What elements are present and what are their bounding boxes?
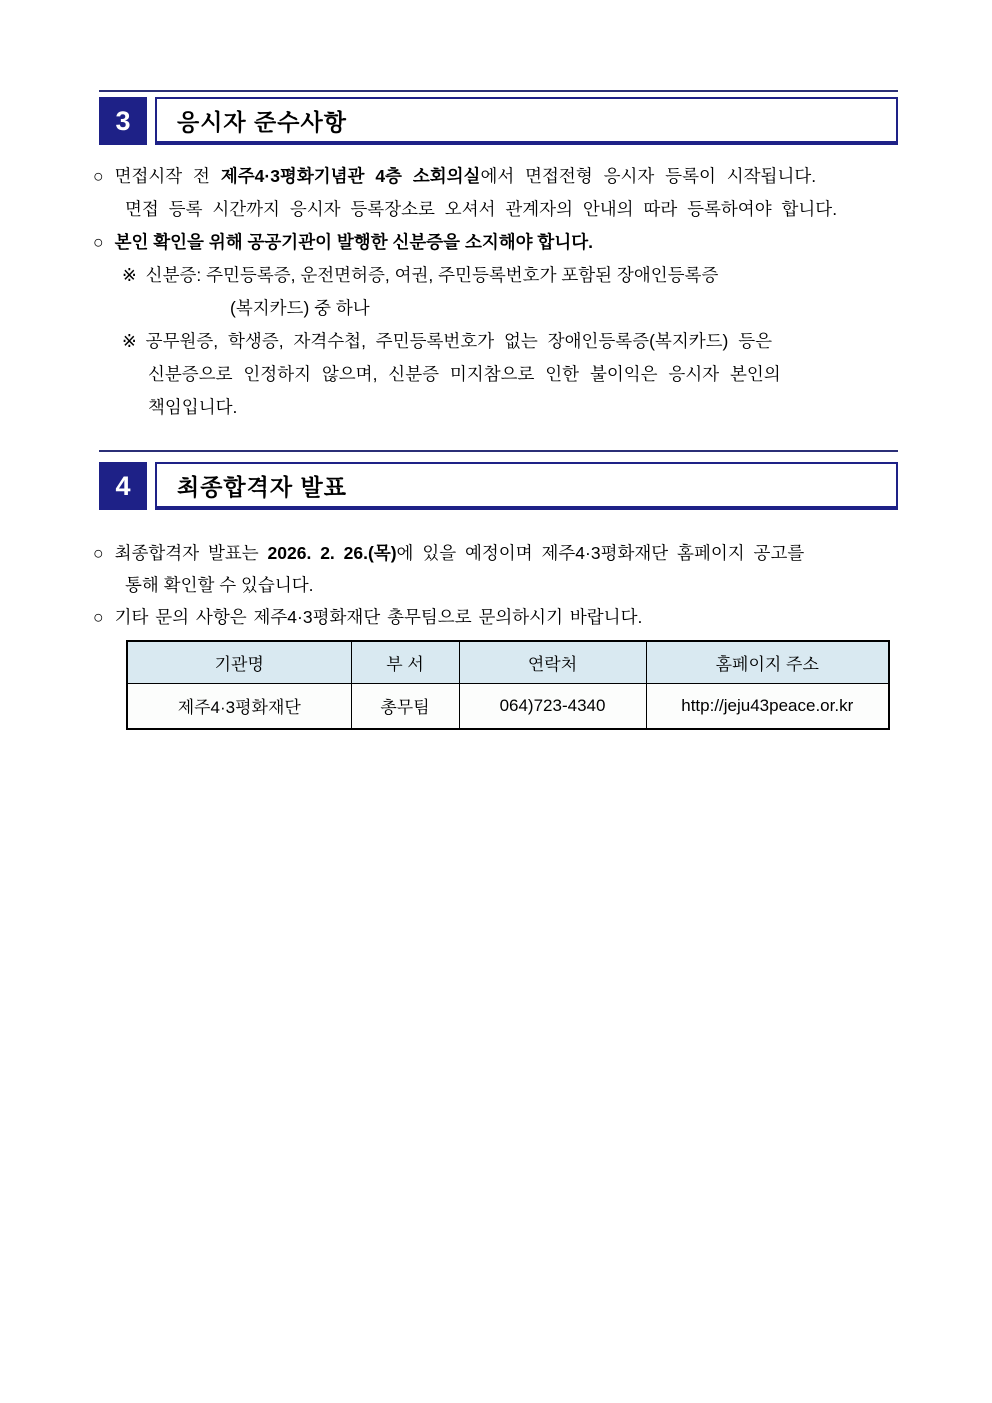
section-4-header xyxy=(99,450,898,510)
text-segment-bold: 본인 확인을 위해 공공기관이 발행한 신분증을 소지해야 합니다. xyxy=(114,232,594,252)
text-segment-bold: 제주4·3평화기념관 4층 소회의실 xyxy=(220,166,481,186)
circle-bullet-marker: ○ xyxy=(93,166,104,186)
reference-marker: ※ xyxy=(122,265,137,285)
text-segment: 신분증: 주민등록증, 운전면허증, 여권, 주민등록번호가 포함된 장애인등록증 xyxy=(145,265,719,285)
section-4-body xyxy=(93,537,905,633)
section-3-top-rule xyxy=(99,90,898,92)
bullet-continuation-line xyxy=(125,569,905,601)
bullet-line xyxy=(93,226,905,259)
section-4-title-box xyxy=(155,462,898,510)
text-segment: 에서 면접전형 응시자 등록이 시작됩니다. xyxy=(480,166,817,186)
table-cell-organization: 제주4·3평화재단 xyxy=(127,683,351,729)
text-segment-bold: 2026. 2. 26.(목) xyxy=(267,543,397,563)
circle-bullet-marker: ○ xyxy=(93,232,104,252)
table-row xyxy=(127,683,889,729)
reference-note-line xyxy=(122,325,905,358)
section-4-title: 최종합격자 발표 xyxy=(177,473,347,500)
table-cell-department: 총무팀 xyxy=(351,683,459,729)
section-4-top-rule xyxy=(99,450,898,452)
bullet-line xyxy=(93,601,905,633)
text-segment: 책임입니다. xyxy=(148,397,238,417)
section-3-header xyxy=(99,90,898,145)
section-3-body xyxy=(93,160,905,424)
section-3-number-badge: 3 xyxy=(99,97,147,145)
table-header-homepage: 홈페이지 주소 xyxy=(646,641,889,683)
table-header-department: 부 서 xyxy=(351,641,459,683)
bullet-line xyxy=(93,537,905,569)
section-4-number-badge: 4 xyxy=(99,462,147,510)
table-cell-homepage: http://jeju43peace.or.kr xyxy=(646,683,889,729)
section-3-title-box xyxy=(155,97,898,145)
text-segment: 신분증으로 인정하지 않으며, 신분증 미지참으로 인한 불이익은 응시자 본인의 xyxy=(148,364,781,384)
bullet-continuation-line xyxy=(125,193,905,226)
reference-marker: ※ xyxy=(122,331,137,351)
reference-note-continuation xyxy=(148,391,905,424)
reference-note-continuation xyxy=(230,292,905,325)
reference-note-continuation xyxy=(148,358,905,391)
section-3-title: 응시자 준수사항 xyxy=(177,108,347,135)
circle-bullet-marker: ○ xyxy=(93,607,104,627)
text-segment: 최종합격자 발표는 xyxy=(114,543,268,563)
table-header-contact: 연락처 xyxy=(459,641,646,683)
table-header-row xyxy=(127,641,889,683)
contact-info-table xyxy=(126,640,890,730)
bullet-line xyxy=(93,160,905,193)
circle-bullet-marker: ○ xyxy=(93,543,104,563)
text-segment: 통해 확인할 수 있습니다. xyxy=(125,575,314,595)
text-segment: (복지카드) 중 하나 xyxy=(230,298,370,318)
text-segment: 면접 등록 시간까지 응시자 등록장소로 오셔서 관계자의 안내의 따라 등록하여야 합니다. xyxy=(125,199,838,219)
text-segment: 면접시작 전 xyxy=(114,166,221,186)
text-segment: 기타 문의 사항은 제주4·3평화재단 총무팀으로 문의하시기 바랍니다. xyxy=(114,607,643,627)
text-segment: 공무원증, 학생증, 자격수첩, 주민등록번호가 없는 장애인등록증(복지카드) 등은 xyxy=(145,331,773,351)
table-header-organization: 기관명 xyxy=(127,641,351,683)
text-segment: 에 있을 예정이며 제주4·3평화재단 홈페이지 공고를 xyxy=(396,543,805,563)
table-cell-contact: 064)723-4340 xyxy=(459,683,646,729)
reference-note-line xyxy=(122,259,905,292)
